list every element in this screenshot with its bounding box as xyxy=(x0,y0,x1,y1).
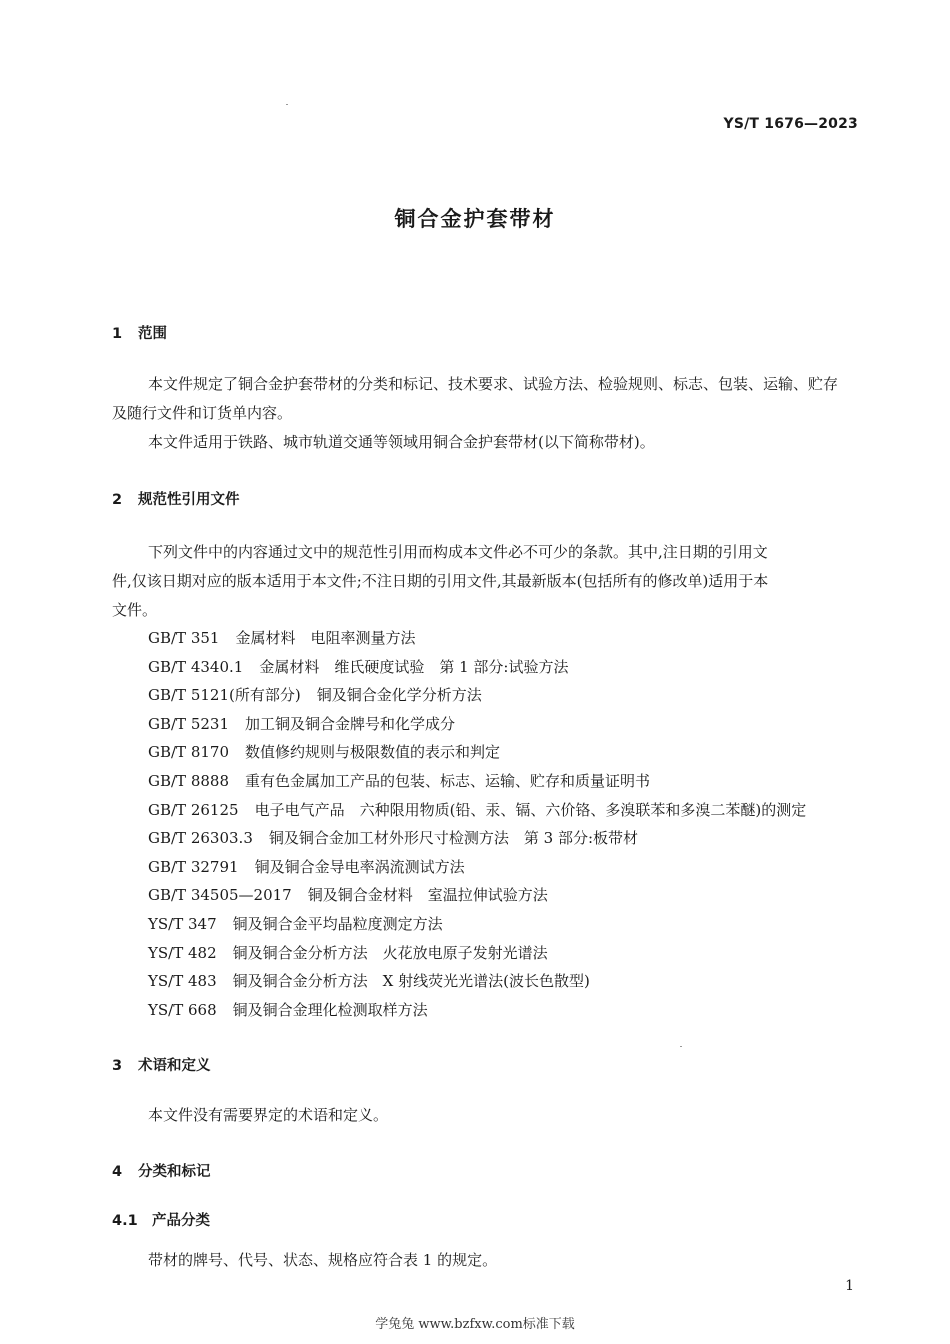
subsection-title: 产品分类 xyxy=(152,1213,210,1229)
section-3-paragraph xyxy=(112,1101,860,1130)
reference-code: GB/T 26125 xyxy=(148,800,239,819)
normative-references-list xyxy=(148,624,806,1024)
reference-item xyxy=(148,881,806,910)
reference-item xyxy=(148,853,806,882)
reference-code: YS/T 347 xyxy=(148,914,217,933)
reference-item xyxy=(148,653,806,682)
reference-item xyxy=(148,624,806,653)
paragraph-line: 及随行文件和订货单内容。 xyxy=(112,404,293,422)
section-4-heading xyxy=(112,1160,211,1181)
subsection-4-1-paragraph xyxy=(112,1246,860,1275)
reference-title: 铜及铜合金导电率涡流测试方法 xyxy=(254,857,465,876)
reference-title: 铜及铜合金分析方法 X 射线荧光光谱法(波长色散型) xyxy=(232,972,590,991)
reference-item xyxy=(148,967,806,996)
section-title: 规范性引用文件 xyxy=(138,492,240,508)
section-number: 1 xyxy=(112,326,123,342)
reference-code: GB/T 351 xyxy=(148,629,220,647)
reference-title: 加工铜及铜合金牌号和化学成分 xyxy=(245,714,456,733)
reference-item xyxy=(148,796,806,825)
reference-code: YS/T 668 xyxy=(148,1000,217,1019)
reference-item xyxy=(148,996,806,1025)
paragraph-line: 本文件适用于铁路、城市轨道交通等领域用铜合金护套带材(以下简称带材)。 xyxy=(148,433,655,451)
reference-title: 电子电气产品 六种限用物质(铅、汞、镉、六价铬、多溴联苯和多溴二苯醚)的测定 xyxy=(254,800,807,819)
section-1-scope-paragraph xyxy=(112,370,860,457)
reference-title: 铜及铜合金理化检测取样方法 xyxy=(232,1000,428,1019)
reference-title: 金属材料 电阻率测量方法 xyxy=(235,629,416,647)
document-title: 铜合金护套带材 xyxy=(394,207,556,231)
paragraph-line: 本文件规定了铜合金护套带材的分类和标记、技术要求、试验方法、检验规则、标志、包装、运输、贮存 xyxy=(148,375,839,393)
reference-title: 铜及铜合金材料 室温拉伸试验方法 xyxy=(307,886,548,905)
reference-code: GB/T 5121(所有部分) xyxy=(148,686,301,705)
paragraph-line: 带材的牌号、代号、状态、规格应符合表 1 的规定。 xyxy=(148,1251,498,1269)
reference-code: GB/T 34505—2017 xyxy=(148,886,292,905)
section-1-heading xyxy=(112,322,167,343)
paragraph-line: 下列文件中的内容通过文中的规范性引用而构成本文件必不可少的条款。其中,注日期的引用文 xyxy=(148,543,768,561)
reference-code: YS/T 482 xyxy=(148,943,217,962)
reference-title: 铜及铜合金分析方法 火花放电原子发射光谱法 xyxy=(232,943,548,962)
paragraph-line: 本文件没有需要界定的术语和定义。 xyxy=(148,1106,389,1124)
reference-code: GB/T 4340.1 xyxy=(148,657,244,676)
reference-item xyxy=(148,939,806,968)
document-code: YS/T 1676—2023 xyxy=(723,116,858,132)
reference-code: GB/T 5231 xyxy=(148,714,230,733)
section-2-intro-paragraph xyxy=(112,538,860,625)
reference-code: GB/T 26303.3 xyxy=(148,829,253,848)
reference-item xyxy=(148,910,806,939)
reference-title: 铜及铜合金加工材外形尺寸检测方法 第 3 部分:板带材 xyxy=(268,829,639,848)
reference-title: 铜及铜合金平均晶粒度测定方法 xyxy=(232,914,443,933)
reference-code: GB/T 8888 xyxy=(148,771,230,790)
reference-code: YS/T 483 xyxy=(148,972,217,991)
section-title: 术语和定义 xyxy=(138,1058,211,1074)
reference-item xyxy=(148,824,806,853)
paragraph-line: 文件。 xyxy=(112,601,158,619)
reference-code: GB/T 8170 xyxy=(148,743,230,762)
page-number: 1 xyxy=(845,1278,854,1294)
reference-item xyxy=(148,738,806,767)
paragraph-line: 件,仅该日期对应的版本适用于本文件;不注日期的引用文件,其最新版本(包括所有的修改单)适用于本 xyxy=(112,572,769,590)
subsection-number: 4.1 xyxy=(112,1213,138,1229)
reference-item xyxy=(148,767,806,796)
section-title: 范围 xyxy=(138,326,167,342)
reference-title: 金属材料 维氏硬度试验 第 1 部分:试验方法 xyxy=(259,657,569,676)
section-3-heading xyxy=(112,1054,211,1075)
section-number: 3 xyxy=(112,1058,123,1074)
reference-title: 铜及铜合金化学分析方法 xyxy=(316,686,482,705)
section-number: 4 xyxy=(112,1164,123,1180)
reference-item xyxy=(148,710,806,739)
reference-title: 数值修约规则与极限数值的表示和判定 xyxy=(245,743,501,762)
subsection-4-1-heading xyxy=(112,1209,210,1230)
section-2-heading xyxy=(112,488,240,509)
section-title: 分类和标记 xyxy=(138,1164,211,1180)
footer-watermark-text: 学兔兔 www.bzfxw.com标准下载 xyxy=(375,1317,575,1332)
reference-code: GB/T 32791 xyxy=(148,857,239,876)
section-number: 2 xyxy=(112,492,123,508)
reference-title: 重有色金属加工产品的包装、标志、运输、贮存和质量证明书 xyxy=(245,771,651,790)
reference-item xyxy=(148,681,806,710)
